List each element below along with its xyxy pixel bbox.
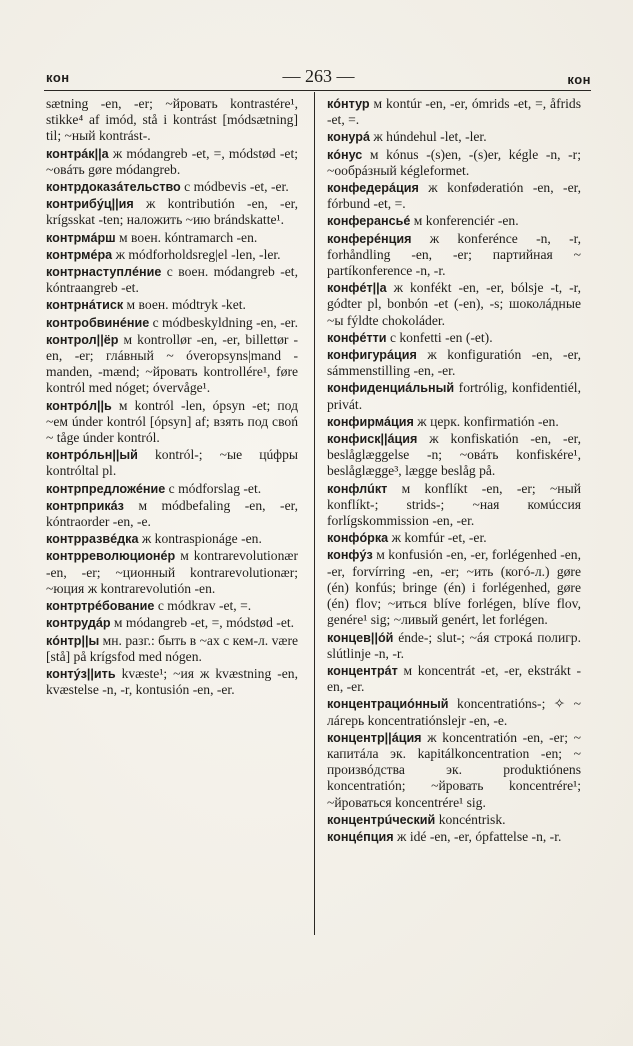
- dictionary-entry: [327, 663, 581, 695]
- entry-text: м konflíkt -en, -er; ~ный konflíkt-; strids-; ~ная комúссия forlígskommission -en, -er.: [327, 480, 581, 529]
- headword: кóнус: [327, 147, 363, 162]
- entry-text: ж húndehul -let, -ler.: [373, 129, 487, 145]
- dictionary-entry: [327, 630, 581, 662]
- entry-text: м kontrarevolutionær -en, -er; ~ционный kontrarevolutionær; ~юция ж kontrarevolutión -en.: [46, 548, 298, 596]
- headword: конферéнция: [327, 231, 412, 246]
- dictionary-entry: [327, 96, 581, 128]
- headword: конфлúкт: [327, 481, 388, 496]
- entry-text: м módbefaling -en, -er, kóntraorder -en, -e.: [46, 497, 299, 530]
- dictionary-entry: [327, 414, 581, 430]
- entry-text: kvæste¹; ~ия ж kvæstning -en, kvæstelse -n, -r, kontusión -en, -er.: [46, 665, 298, 698]
- dictionary-entry: [46, 332, 298, 397]
- headword: контрреволюционéр: [46, 549, 176, 564]
- dictionary-entry: [46, 447, 298, 479]
- entry-text: м воен. módtryk -ket.: [126, 297, 246, 313]
- headword: концентр||áция: [327, 730, 422, 745]
- entry-text: koncentratións-; ✧ ~ лáгерь koncentratiónslejr -en, -e.: [327, 696, 582, 728]
- headword: контрóл||ь: [46, 398, 112, 413]
- headword: конферансьé: [327, 214, 411, 229]
- entry-text: м kontrollør -en, -er, billettør -en, -er; глáвный ~ óveropsyns|mand -manden, -mænd; ~йровать kontrollére¹, føre kontról med nóget; óvervåge¹.: [46, 331, 298, 396]
- dictionary-entry: [327, 481, 581, 530]
- headword: контрприкáз: [46, 498, 124, 513]
- headword: контрразвéдка: [46, 532, 139, 547]
- headword: конурá: [327, 130, 370, 145]
- headword: конфéтти: [327, 330, 387, 345]
- headword: контрудáр: [46, 616, 111, 631]
- dictionary-entry: [46, 146, 298, 178]
- dictionary-entry: [327, 530, 581, 546]
- headword: конфóрка: [327, 531, 389, 546]
- entry-text: kontról-; ~ые цúфры kontróltal pl.: [46, 447, 299, 479]
- entry-text: ж konfiguratión -en, -er, sámmenstilling -en, -er.: [327, 347, 581, 379]
- dictionary-entry: [327, 347, 581, 379]
- dictionary-entry: [46, 196, 298, 228]
- dictionary-entry: [327, 696, 581, 728]
- entry-text: ж koncentratión -en, -er; ~ капитáла эк. kapitálkoncentration -en; ~ произвóдства эк. produktiónens koncentratión; ~йровать koncentrére¹; ~йроваться koncentrére¹ sig.: [327, 729, 581, 810]
- entry-text: м kontúr -en, -er, ómrids -et, =, åfrids -et, =.: [327, 96, 581, 128]
- left-column: [46, 96, 298, 699]
- headword: контрóльн||ый: [46, 448, 138, 463]
- dictionary-entry: [327, 180, 581, 212]
- entry-text: ж idé -en, -er, ópfattelse -n, -r.: [397, 828, 562, 844]
- headword: контрáк||а: [46, 146, 109, 161]
- headword: конфигурáция: [327, 348, 417, 363]
- page-header: [46, 66, 591, 88]
- dictionary-entry: [46, 666, 298, 698]
- entry-text: ж konfékt -en, -er, bólsje -t, -r, gódter pl, bonbón -et (-en), -s; шоколáдные ~ы fýldte chokoláder.: [327, 280, 581, 328]
- dictionary-entry: [327, 829, 581, 845]
- right-column: [327, 96, 581, 846]
- dictionary-entry: [327, 380, 581, 412]
- entry-text: м konferenciér -en.: [413, 213, 519, 229]
- entry-text: koncéntrisk.: [438, 811, 506, 827]
- headword: контрнáтиск: [46, 298, 124, 313]
- entry-text: с воен. módangreb -et, kóntraangreb -et.: [46, 264, 298, 296]
- dictionary-entry: [327, 231, 581, 280]
- headword: контртрéбование: [46, 599, 155, 614]
- entry-text: sætning -en, -er; ~йровать kontrastére¹, stikke⁴ af imód, stå i kontrást [módsætning] til; ~ный kontrást-.: [46, 96, 298, 144]
- dictionary-entry: [327, 213, 581, 229]
- headword: контрибýц||ия: [46, 197, 134, 212]
- headword: концентрациóнный: [327, 697, 449, 712]
- headword: контрнаступлéние: [46, 265, 162, 280]
- entry-text: énde-; slut-; ~áя строкá полигр. slútlinje -n, -r.: [327, 629, 581, 661]
- dictionary-entry: [327, 812, 581, 828]
- headword: контýз||ить: [46, 666, 116, 681]
- entry-text: м kónus -(s)en, -(s)er, kégle -n, -r; ~oобрáзный kégleformet.: [327, 146, 581, 178]
- dictionary-entry: [327, 547, 581, 628]
- dictionary-entry: [46, 481, 298, 497]
- entry-text: м konfusión -en, -er, forlégenhed -en, -er, forvírring -en, -er; ~ить (когó-л.) gøre (én) konfús; bringe (én) i forlégenhed, gøre (én) flov; ~иться blíve forlégen, blíve flov, genére¹ sig; ~ливый genért, let forlégen.: [327, 547, 581, 628]
- page-number: — 263 —: [282, 66, 355, 86]
- headword: концéпция: [327, 829, 394, 844]
- headword: кóнтр||ы: [46, 633, 100, 648]
- headword: концентрúческий: [327, 812, 436, 827]
- headword: контрдоказáтельство: [46, 180, 181, 195]
- dictionary-entry: [327, 280, 581, 329]
- entry-text: ж kontributión -en, -er, krígsskat -ten; наложить ~ию brándskatte¹.: [46, 196, 298, 228]
- dictionary-entry: [327, 147, 581, 179]
- headword: конфедерáция: [327, 181, 419, 196]
- dictionary-entry: [46, 230, 298, 246]
- headword: конфиденциáльный: [327, 381, 455, 396]
- right-guide-word: кон: [567, 72, 591, 87]
- entry-text: ж церк. konfirmatión -en.: [417, 413, 559, 429]
- entry-text: ж konføderatión -en, -er, fórbund -et, =.: [327, 180, 581, 212]
- dictionary-entry: [46, 498, 298, 530]
- entry-text: с módforslag -et.: [168, 480, 262, 496]
- headword: концев||óй: [327, 630, 394, 645]
- dictionary-entry: [46, 598, 298, 614]
- entry-text: м воен. kóntramarch -en.: [119, 229, 258, 245]
- dictionary-entry: [46, 179, 298, 195]
- headword: контрмéра: [46, 247, 113, 262]
- entry-text: м módangreb -et, =, módstød -et.: [113, 615, 295, 631]
- headword: конфирмáция: [327, 414, 414, 429]
- headword: конфýз: [327, 548, 373, 563]
- entry-text: с módkrav -et, =.: [157, 598, 252, 614]
- entry-text: с módbeskyldning -en, -er.: [152, 314, 298, 330]
- dictionary-entry: [46, 531, 298, 547]
- entry-text: ж konfiskatión -en, -er, beslåglæggelse -n; ~овáть konfiskére¹, beslåglægge³, lægge beslåg på.: [327, 431, 581, 479]
- dictionary-entry: [46, 633, 298, 665]
- entry-text: м kontról -len, ópsyn -et; под ~ем únder kontról [ópsyn] af; взять под своń ~ tåge únder kontról.: [46, 397, 298, 446]
- headword: конфиск||áция: [327, 432, 418, 447]
- headword: контробвинéние: [46, 315, 150, 330]
- column-separator: [314, 92, 315, 935]
- entry-text: ж módangreb -et, =, módstød -et; ~овáть gøre módangreb.: [46, 145, 299, 177]
- entry-text: ж kontraspionáge -en.: [141, 531, 262, 547]
- dictionary-entry: [46, 548, 298, 597]
- entry-text: с módbevis -et, -er.: [184, 179, 289, 195]
- dictionary-entry: [46, 615, 298, 631]
- entry-text: мн. разг.: быть в ~ах с кем-л. være [stå] på krígsfod med nógen.: [46, 632, 299, 664]
- entry-text: м koncentrát -et, -er, ekstrákt -en, -er.: [327, 662, 582, 695]
- dictionary-entry: [46, 297, 298, 313]
- dictionary-entry: [46, 247, 298, 263]
- headword: контрол||ёр: [46, 332, 119, 347]
- dictionary-entry: [46, 398, 298, 447]
- headword: кóнтур: [327, 97, 370, 111]
- left-guide-word: кон: [46, 70, 70, 85]
- dictionary-entry: [327, 730, 581, 811]
- header-rule: [44, 90, 591, 91]
- entry-text: ж konferénce -n, -r, forhåndling -en, -er; партийная ~ partíkonference -n, -r.: [327, 230, 581, 279]
- headword: контрпредложéние: [46, 481, 166, 496]
- entry-text: ж módforholdsreg|el -len, -ler.: [115, 246, 281, 262]
- headword: конфéт||а: [327, 281, 387, 296]
- headword: контрмáрш: [46, 230, 116, 245]
- headword: концентрáт: [327, 663, 398, 678]
- dictionary-entry: [46, 264, 298, 296]
- dictionary-entry: [327, 330, 581, 346]
- dictionary-entry: [327, 431, 581, 480]
- entry-text: fortrólig, konfidentiél, privát.: [327, 380, 581, 412]
- dictionary-entry: [46, 315, 298, 331]
- dictionary-entry: [327, 129, 581, 145]
- entry-text: с konfetti -en (-et).: [389, 329, 493, 345]
- entry-text: ж komfúr -et, -er.: [391, 530, 487, 546]
- dictionary-entry: [46, 96, 298, 145]
